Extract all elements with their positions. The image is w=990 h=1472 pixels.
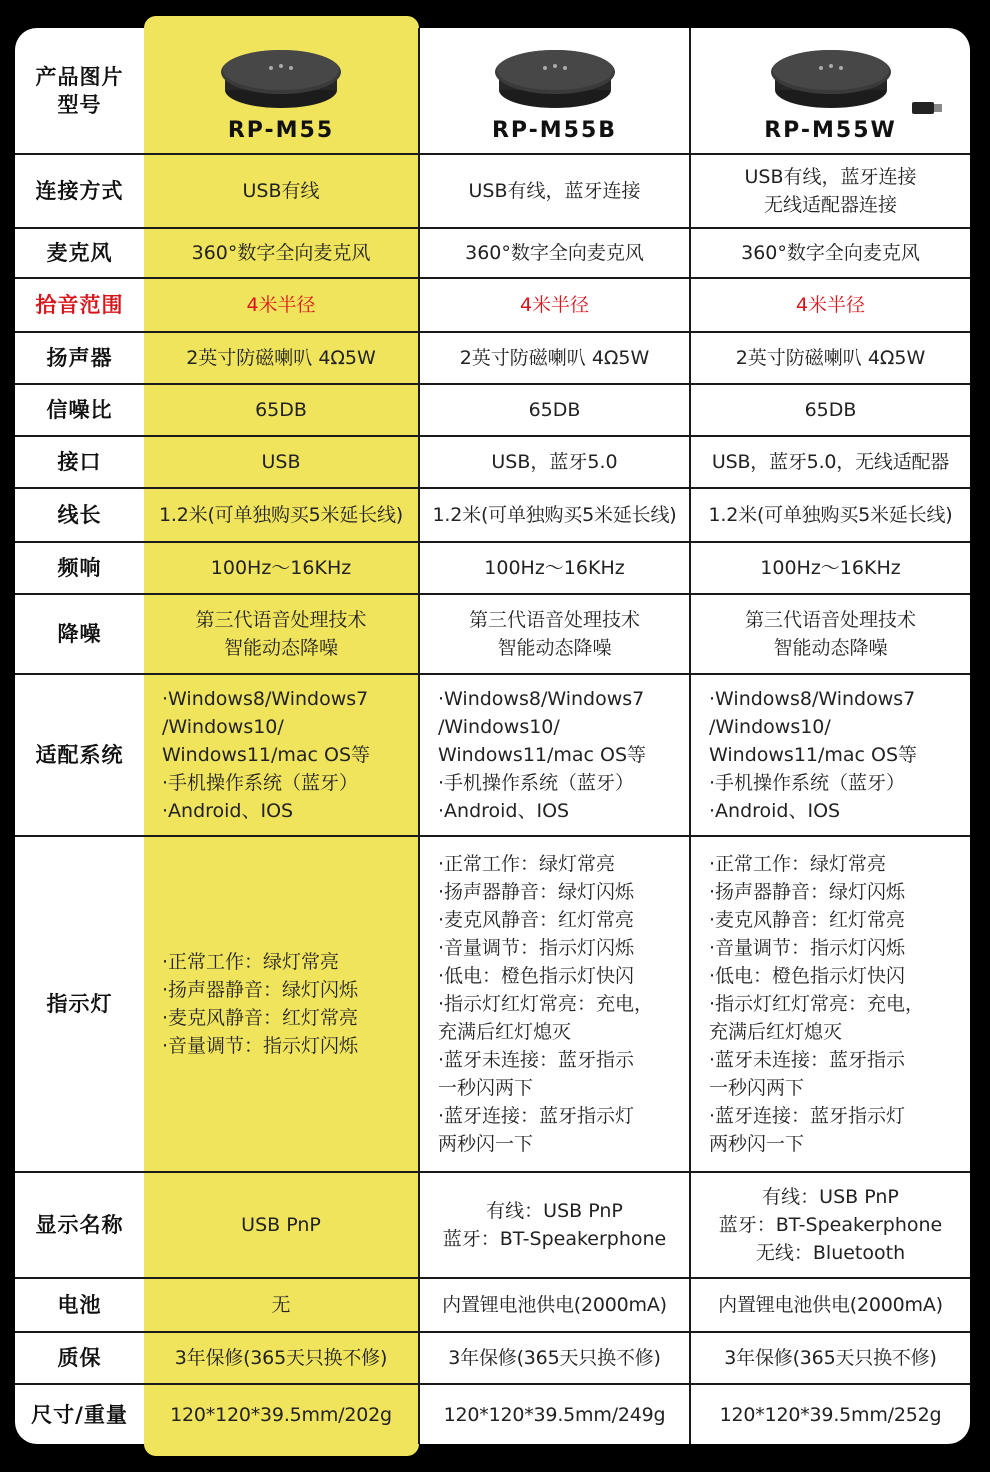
list-item: ·手机操作系统（蓝牙）: [438, 772, 635, 794]
cell-value: 内置锂电池供电(2000mA): [690, 1278, 970, 1332]
cell-value: [690, 674, 970, 836]
model-name-3: RP-M55W: [764, 118, 897, 143]
cell-value: 65DB: [419, 384, 690, 436]
list-item: ·指示灯红灯常亮：充电，: [709, 993, 925, 1015]
model-name-2: RP-M55B: [491, 118, 618, 143]
cell-value: 360°数字全向麦克风: [690, 228, 970, 278]
list-item: 充满后红灯熄灭: [709, 1021, 843, 1043]
cell-value: 360°数字全向麦克风: [419, 228, 690, 278]
cell-value: 3年保修(365天只换不修): [419, 1332, 690, 1384]
cell-value: [690, 154, 970, 228]
row-label: 连接方式: [15, 154, 144, 228]
table-row: [15, 488, 970, 542]
cell-value: 1.2米(可单独购买5米延长线): [419, 488, 690, 542]
product-cell-3: [690, 28, 970, 154]
list-item: ·正常工作：绿灯常亮: [162, 951, 340, 973]
list-item: /Windows10/: [709, 716, 831, 738]
list-item: ·Android、IOS: [709, 800, 841, 822]
list-item: ·Windows8/Windows7: [162, 688, 369, 710]
row-label: 线长: [15, 488, 144, 542]
list-item: ·扬声器静音：绿灯闪烁: [162, 979, 359, 1001]
cell-value: 1.2米(可单独购买5米延长线): [144, 488, 419, 542]
list-item: ·蓝牙未连接：蓝牙指示: [438, 1049, 635, 1071]
cell-line: 无线：Bluetooth: [755, 1242, 906, 1264]
row-label: 频响: [15, 542, 144, 594]
list-item: ·Windows8/Windows7: [709, 688, 916, 710]
cell-value: 120*120*39.5mm/202g: [144, 1384, 419, 1444]
list-item: /Windows10/: [438, 716, 560, 738]
row-label: 拾音范围: [15, 278, 144, 332]
row-label: 显示名称: [15, 1172, 144, 1278]
cell-value: 100Hz～16KHz: [690, 542, 970, 594]
cell-line: 第三代语音处理技术: [468, 609, 640, 631]
cell-value: USB: [144, 436, 419, 488]
cell-line: 第三代语音处理技术: [744, 609, 916, 631]
cell-line: 智能动态降噪: [497, 637, 612, 659]
cell-value: 120*120*39.5mm/252g: [690, 1384, 970, 1444]
list-item: ·音量调节：指示灯闪烁: [162, 1035, 359, 1057]
cell-line: USB有线，蓝牙连接: [744, 166, 917, 188]
cell-value: 100Hz～16KHz: [419, 542, 690, 594]
row-label: 指示灯: [15, 836, 144, 1172]
cell-line: 无线适配器连接: [763, 194, 897, 216]
table-row: [15, 278, 970, 332]
header-label: [15, 28, 144, 154]
header-label-line1: 产品图片: [35, 64, 124, 89]
cell-line: 智能动态降噪: [773, 637, 888, 659]
list-item: ·麦克风静音：红灯常亮: [438, 909, 635, 931]
product-cell-2: [419, 28, 690, 154]
cell-value: [690, 836, 970, 1172]
table-row: [15, 674, 970, 836]
cell-line: 有线：USB PnP: [762, 1186, 899, 1208]
cell-value: [144, 674, 419, 836]
list-item: 两秒闪一下: [438, 1133, 534, 1155]
product-cell-1: [144, 28, 419, 154]
cell-value: 100Hz～16KHz: [144, 542, 419, 594]
row-label: 适配系统: [15, 674, 144, 836]
cell-value: 1.2米(可单独购买5米延长线): [690, 488, 970, 542]
list-item: ·扬声器静音：绿灯闪烁: [709, 881, 906, 903]
list-item: ·低电：橙色指示灯快闪: [438, 965, 635, 987]
list-item: ·手机操作系统（蓝牙）: [162, 772, 359, 794]
cell-value: 360°数字全向麦克风: [144, 228, 419, 278]
list-item: ·正常工作：绿灯常亮: [709, 853, 887, 875]
list-item: ·麦克风静音：红灯常亮: [162, 1007, 359, 1029]
list-item: ·Android、IOS: [438, 800, 570, 822]
row-label: 尺寸/重量: [15, 1384, 144, 1444]
cell-line: 蓝牙：BT-Speakerphone: [718, 1214, 943, 1236]
header-label-line2: 型号: [57, 92, 102, 117]
table-row: [15, 1332, 970, 1384]
cell-value: [690, 594, 970, 674]
list-item: ·蓝牙连接：蓝牙指示灯: [709, 1105, 906, 1127]
cell-line: 有线：USB PnP: [486, 1200, 623, 1222]
cell-value: [419, 1172, 690, 1278]
list-item: ·手机操作系统（蓝牙）: [709, 772, 906, 794]
cell-value: 65DB: [690, 384, 970, 436]
table-row: [15, 1172, 970, 1278]
list-item: ·音量调节：指示灯闪烁: [709, 937, 906, 959]
table-row: [15, 1384, 970, 1444]
cell-value: 65DB: [144, 384, 419, 436]
cell-value: 3年保修(365天只换不修): [690, 1332, 970, 1384]
cell-value: 3年保修(365天只换不修): [144, 1332, 419, 1384]
table-row: [15, 836, 970, 1172]
usb-dongle-image: [912, 98, 942, 118]
cell-value: [690, 1172, 970, 1278]
list-item: /Windows10/: [162, 716, 284, 738]
cell-value: 无: [144, 1278, 419, 1332]
cell-line: 智能动态降噪: [223, 637, 338, 659]
list-item: ·蓝牙未连接：蓝牙指示: [709, 1049, 906, 1071]
speaker-product-image: [211, 42, 351, 112]
cell-value: USB PnP: [144, 1172, 419, 1278]
list-item: Windows11/mac OS等: [709, 744, 918, 766]
cell-value: [144, 594, 419, 674]
table-row-header: [15, 28, 970, 154]
list-item: ·蓝牙连接：蓝牙指示灯: [438, 1105, 635, 1127]
model-name-1: RP-M55: [227, 118, 335, 143]
list-item: ·Android、IOS: [162, 800, 294, 822]
cell-value: 2英寸防磁喇叭 4Ω5W: [144, 332, 419, 384]
cell-value: [419, 594, 690, 674]
spec-comparison-table: [15, 28, 970, 1444]
list-item: Windows11/mac OS等: [162, 744, 371, 766]
list-item: 两秒闪一下: [709, 1133, 805, 1155]
table-row: [15, 1278, 970, 1332]
list-item: ·指示灯红灯常亮：充电，: [438, 993, 654, 1015]
cell-value: [419, 674, 690, 836]
cell-line: 蓝牙：BT-Speakerphone: [442, 1228, 667, 1250]
cell-line: 第三代语音处理技术: [195, 609, 367, 631]
cell-value: 120*120*39.5mm/249g: [419, 1384, 690, 1444]
row-label: 质保: [15, 1332, 144, 1384]
cell-value: 4米半径: [419, 278, 690, 332]
list-item: ·Windows8/Windows7: [438, 688, 645, 710]
cell-value: 4米半径: [690, 278, 970, 332]
list-item: ·麦克风静音：红灯常亮: [709, 909, 906, 931]
list-item: ·低电：橙色指示灯快闪: [709, 965, 906, 987]
table-row: [15, 384, 970, 436]
cell-value: 2英寸防磁喇叭 4Ω5W: [690, 332, 970, 384]
list-item: 一秒闪两下: [438, 1077, 534, 1099]
list-item: 充满后红灯熄灭: [438, 1021, 572, 1043]
cell-value: USB，蓝牙5.0，无线适配器: [690, 436, 970, 488]
cell-value: USB有线: [144, 154, 419, 228]
table-row: [15, 228, 970, 278]
table-row: [15, 436, 970, 488]
row-label: 信噪比: [15, 384, 144, 436]
list-item: ·音量调节：指示灯闪烁: [438, 937, 635, 959]
row-label: 扬声器: [15, 332, 144, 384]
list-item: ·扬声器静音：绿灯闪烁: [438, 881, 635, 903]
table-row: [15, 594, 970, 674]
cell-value: [419, 836, 690, 1172]
speaker-product-image: [761, 42, 901, 112]
cell-value: 2英寸防磁喇叭 4Ω5W: [419, 332, 690, 384]
cell-value: 内置锂电池供电(2000mA): [419, 1278, 690, 1332]
table-row: [15, 542, 970, 594]
cell-value: 4米半径: [144, 278, 419, 332]
list-item: Windows11/mac OS等: [438, 744, 647, 766]
row-label: 麦克风: [15, 228, 144, 278]
list-item: 一秒闪两下: [709, 1077, 805, 1099]
cell-value: USB有线，蓝牙连接: [419, 154, 690, 228]
cell-value: USB，蓝牙5.0: [419, 436, 690, 488]
table-row: [15, 332, 970, 384]
cell-value: [144, 836, 419, 1172]
row-label: 接口: [15, 436, 144, 488]
list-item: ·正常工作：绿灯常亮: [438, 853, 616, 875]
row-label: 降噪: [15, 594, 144, 674]
table-row: [15, 154, 970, 228]
row-label: 电池: [15, 1278, 144, 1332]
speaker-product-image: [485, 42, 625, 112]
